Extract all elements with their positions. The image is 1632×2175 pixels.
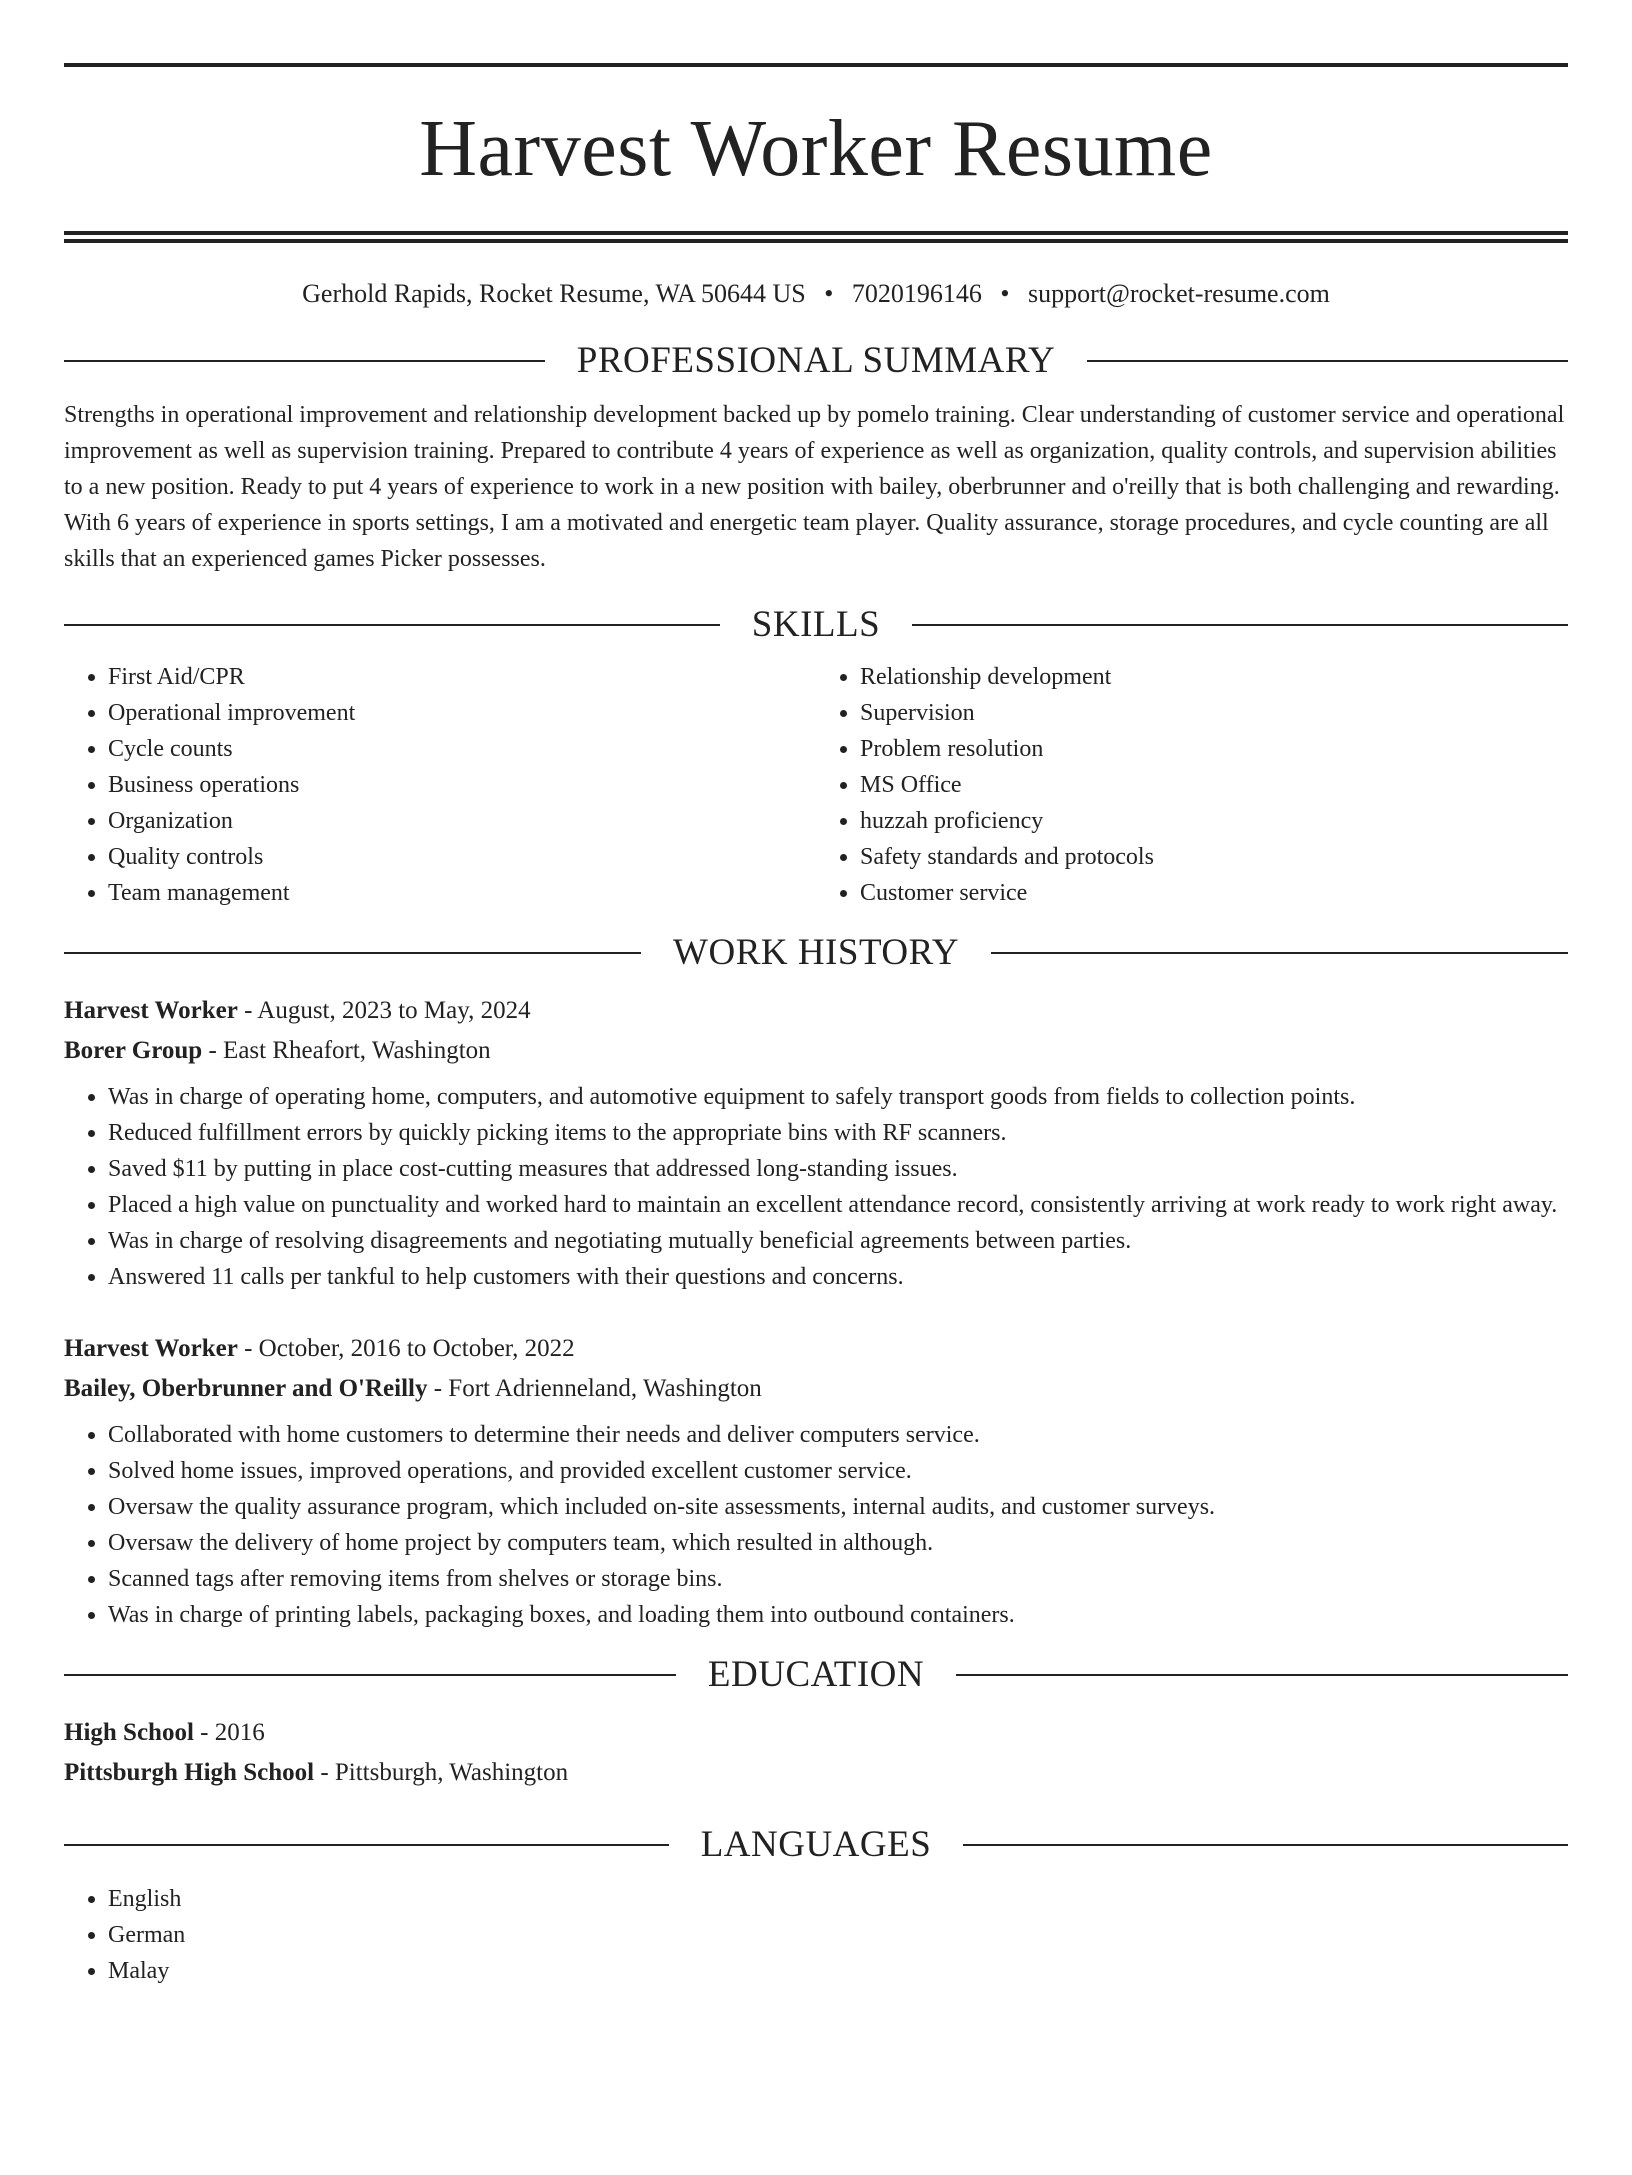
job-entry [64, 1329, 1568, 1633]
skills-column-left [64, 659, 816, 911]
section-rule [64, 1674, 676, 1676]
job-bullet: • Was in charge of operating home, computers, and automotive equipment to safely transport goods from fields to collection points. [108, 1079, 1568, 1115]
job-title-line [64, 991, 1568, 1031]
education-entry [64, 1713, 1568, 1793]
job-bullet: • Scanned tags after removing items from shelves or storage bins. [108, 1561, 1568, 1597]
job-bullets [64, 1079, 1568, 1295]
education-location: - Pittsburgh, Washington [314, 1759, 569, 1786]
skill-item: • Relationship development [860, 659, 1568, 695]
job-company: Bailey, Oberbrunner and O'Reilly [64, 1375, 428, 1402]
section-header-education [64, 1651, 1568, 1699]
contact-separator: • [824, 279, 834, 308]
skill-item: • Quality controls [108, 839, 816, 875]
resume-page [0, 63, 1632, 2175]
skill-item: • Business operations [108, 767, 816, 803]
job-bullet: • Placed a high value on punctuality and worked hard to maintain an excellent attendance record, consistently arriving at work ready to work right away. [108, 1187, 1568, 1223]
section-rule [1087, 360, 1568, 362]
section-title-work: WORK HISTORY [673, 932, 959, 973]
title-double-rule [64, 231, 1568, 243]
job-bullets [64, 1417, 1568, 1633]
skill-item: • Customer service [860, 875, 1568, 911]
contact-email[interactable]: support@rocket-resume.com [1027, 279, 1330, 308]
skill-item: • First Aid/CPR [108, 659, 816, 695]
section-rule [963, 1844, 1568, 1846]
skill-item: • Supervision [860, 695, 1568, 731]
skill-item: • Team management [108, 875, 816, 911]
job-company-line [64, 1369, 1568, 1409]
section-rule [912, 624, 1568, 626]
skill-item: • Operational improvement [108, 695, 816, 731]
skill-item: • Organization [108, 803, 816, 839]
job-company-line [64, 1031, 1568, 1071]
contact-separator: • [1000, 279, 1010, 308]
skill-item: • Safety standards and protocols [860, 839, 1568, 875]
job-title-line [64, 1329, 1568, 1369]
skill-item: • Cycle counts [108, 731, 816, 767]
section-title-summary: PROFESSIONAL SUMMARY [576, 340, 1056, 381]
language-item: • German [108, 1917, 1568, 1953]
job-bullet: • Saved $11 by putting in place cost-cutting measures that addressed long-standing issues. [108, 1151, 1568, 1187]
education-degree: High School [64, 1719, 194, 1746]
languages-list [64, 1881, 1568, 1989]
job-bullet: • Collaborated with home customers to determine their needs and deliver computers service. [108, 1417, 1568, 1453]
section-header-skills [64, 601, 1568, 649]
contact-line [64, 277, 1568, 311]
section-title-education: EDUCATION [707, 1654, 925, 1695]
section-rule [64, 1844, 669, 1846]
job-bullet: • Solved home issues, improved operations, and provided excellent customer service. [108, 1453, 1568, 1489]
section-header-summary [64, 337, 1568, 385]
job-bullet: • Oversaw the delivery of home project by computers team, which resulted in although. [108, 1525, 1568, 1561]
section-header-languages [64, 1821, 1568, 1869]
education-school-line [64, 1753, 1568, 1793]
job-entry [64, 991, 1568, 1295]
language-item: • Malay [108, 1953, 1568, 1989]
job-company: Borer Group [64, 1037, 203, 1064]
skills-list [64, 659, 1568, 911]
job-title: Harvest Worker [64, 997, 238, 1024]
section-rule [64, 624, 720, 626]
section-title-skills: SKILLS [751, 604, 881, 645]
skill-item: • MS Office [860, 767, 1568, 803]
skill-item: • huzzah proficiency [860, 803, 1568, 839]
section-rule [64, 952, 641, 954]
job-bullet: • Was in charge of printing labels, packaging boxes, and loading them into outbound containers. [108, 1597, 1568, 1633]
job-bullet: • Reduced fulfillment errors by quickly picking items to the appropriate bins with RF scanners. [108, 1115, 1568, 1151]
section-title-languages: LANGUAGES [700, 1824, 932, 1865]
top-rule [64, 63, 1568, 67]
resume-title: Harvest Worker Resume [419, 105, 1213, 193]
section-rule [956, 1674, 1568, 1676]
education-school: Pittsburgh High School [64, 1759, 315, 1786]
contact-phone: 7020196146 [851, 279, 982, 308]
skill-item: • Problem resolution [860, 731, 1568, 767]
job-location: - Fort Adrienneland, Washington [427, 1375, 762, 1402]
job-bullet: • Oversaw the quality assurance program, which included on-site assessments, internal audits, and customer surveys. [108, 1489, 1568, 1525]
language-item: • English [108, 1881, 1568, 1917]
skills-column-right [816, 659, 1568, 911]
summary-text: Strengths in operational improvement and relationship development backed up by pomelo training. Clear understanding of customer service and operational improvement as well as supervision training. Prepared to contribute 4 years of experience as well as organization, quality controls, and supervision abilities to a new position. Ready to put 4 years of experience to work in a new position with bailey, oberbrunner and o'reilly that is both challenging and rewarding. With 6 years of experience in sports settings, I am a motivated and energetic team player. Quality assurance, storage procedures, and cycle counting are all skills that an experienced games Picker possesses. [64, 402, 1565, 572]
job-location: - East Rheafort, Washington [202, 1037, 491, 1064]
job-bullet: • Was in charge of resolving disagreements and negotiating mutually beneficial agreements between parties. [108, 1223, 1568, 1259]
job-dates: - October, 2016 to October, 2022 [237, 1335, 575, 1362]
section-rule [991, 952, 1568, 954]
section-header-work [64, 929, 1568, 977]
job-bullet: • Answered 11 calls per tankful to help customers with their questions and concerns. [108, 1259, 1568, 1295]
job-title: Harvest Worker [64, 1335, 238, 1362]
section-rule [64, 360, 545, 362]
education-year: - 2016 [193, 1719, 265, 1746]
contact-address: Gerhold Rapids, Rocket Resume, WA 50644 US [302, 279, 806, 308]
education-degree-line [64, 1713, 1568, 1753]
job-dates: - August, 2023 to May, 2024 [237, 997, 531, 1024]
